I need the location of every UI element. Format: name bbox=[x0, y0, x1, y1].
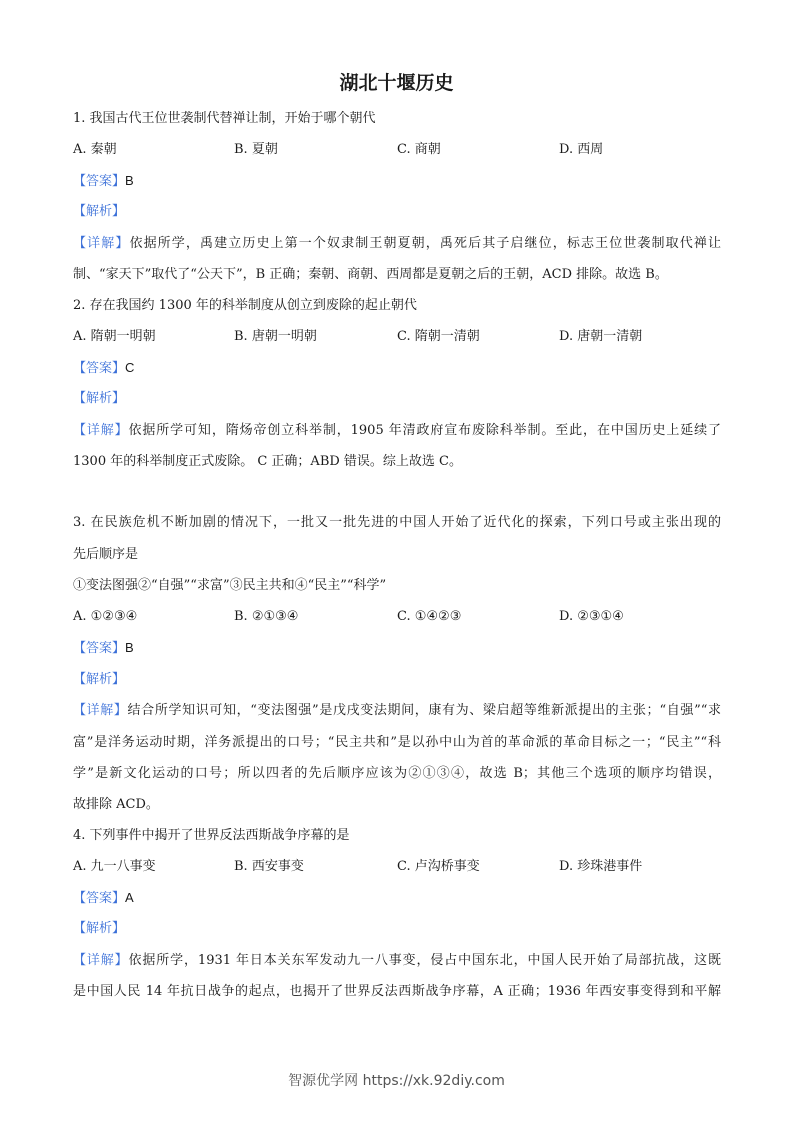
question-2-answer bbox=[73, 359, 134, 378]
detail-text: 依据所学，禹建立历史上第一个奴隶制王朝夏朝，禹死后其子启继位，标志王位世袭制取代禅让 bbox=[129, 236, 721, 251]
question-2-detail-line-1 bbox=[73, 422, 721, 440]
answer-value: B bbox=[125, 640, 134, 655]
question-4-answer bbox=[73, 889, 134, 908]
question-1-stem: 1. 我国古代王位世袭制代替禅让制，开始于哪个朝代 bbox=[73, 111, 376, 126]
question-1-option-d: D. 西周 bbox=[559, 142, 604, 157]
question-3-option-b: B. ②①③④ bbox=[234, 609, 299, 624]
question-4-detail-line-2: 是中国人民 14 年抗日战争的起点，也揭开了世界反法西斯战争序幕，A 正确；1936 年西安事变得到和平解 bbox=[73, 984, 721, 999]
question-2-option-a: A. 隋朝一明朝 bbox=[73, 329, 156, 344]
question-3-answer bbox=[73, 639, 134, 658]
detail-label: 【详解】 bbox=[73, 236, 130, 251]
answer-label: 【答案】 bbox=[73, 174, 126, 189]
question-3-analysis-label: 【解析】 bbox=[73, 672, 126, 687]
answer-value: A bbox=[125, 890, 134, 905]
detail-label: 【详解】 bbox=[73, 953, 129, 968]
question-1-option-a: A. 秦朝 bbox=[73, 142, 117, 157]
detail-text: 依据所学，1931 年日本关东军发动九一八事变，侵占中国东北，中国人民开始了局部抗战，这既 bbox=[128, 953, 721, 968]
detail-text: 结合所学知识可知，“变法图强”是戊戌变法期间，康有为、梁启超等维新派提出的主张；“自强”“求 bbox=[127, 703, 721, 718]
detail-text: 依据所学可知，隋炀帝创立科举制，1905 年清政府宣布废除科举制。至此，在中国历史上延续了 bbox=[128, 423, 721, 438]
page-title: 湖北十堰历史 bbox=[339, 72, 454, 94]
question-2-option-b: B. 唐朝一明朝 bbox=[234, 329, 317, 344]
detail-label: 【详解】 bbox=[73, 703, 128, 718]
answer-value: C bbox=[125, 360, 135, 375]
question-3-detail-line-2: 富”是洋务运动时期，洋务派提出的口号；“民主共和”是以孙中山为首的革命派的革命目标之一；“民主”“科 bbox=[73, 735, 721, 750]
answer-label: 【答案】 bbox=[73, 361, 126, 376]
answer-label: 【答案】 bbox=[73, 641, 126, 656]
question-4-stem: 4. 下列事件中揭开了世界反法西斯战争序幕的是 bbox=[73, 828, 350, 843]
footer-watermark: 智源优学网 https://xk.92diy.com bbox=[288, 1073, 505, 1089]
question-3-option-a: A. ①②③④ bbox=[73, 609, 138, 624]
question-4-option-c: C. 卢沟桥事变 bbox=[397, 859, 480, 874]
question-2-option-c: C. 隋朝一清朝 bbox=[397, 329, 480, 344]
question-3-option-c: C. ①④②③ bbox=[397, 609, 462, 624]
question-2-stem: 2. 存在我国约 1300 年的科举制度从创立到废除的起止朝代 bbox=[73, 298, 417, 313]
question-4-option-a: A. 九一八事变 bbox=[73, 859, 156, 874]
question-1-analysis-label: 【解析】 bbox=[73, 204, 126, 219]
question-3-stem-line-1: 3. 在民族危机不断加剧的情况下，一批又一批先进的中国人开始了近代化的探索，下列口号或主张出现的 bbox=[73, 515, 721, 530]
question-3-items: ①变法图强②“自强”“求富”③民主共和④“民主”“科学” bbox=[73, 578, 387, 593]
question-2-detail-line-2: 1300 年的科举制度正式废除。 C 正确；ABD 错误。综上故选 C。 bbox=[73, 454, 463, 469]
question-3-stem-line-2: 先后顺序是 bbox=[73, 547, 139, 562]
question-3-detail-line-4: 故排除 ACD。 bbox=[73, 797, 159, 812]
question-4-detail-line-1 bbox=[73, 952, 721, 970]
question-4-option-b: B. 西安事变 bbox=[234, 859, 304, 874]
question-1-detail-line-2: 制、“家天下”取代了“公天下”，B 正确；秦朝、商朝、西周都是夏朝之后的王朝，ACD 排除。故选 B。 bbox=[73, 267, 668, 282]
question-1-detail-line-1 bbox=[73, 235, 721, 253]
question-1-answer bbox=[73, 172, 134, 191]
question-3-detail-line-1 bbox=[73, 702, 721, 720]
question-3-detail-line-3: 学”是新文化运动的口号；所以四者的先后顺序应该为②①③④，故选 B；其他三个选项的顺序均错误， bbox=[73, 766, 721, 781]
question-1-option-c: C. 商朝 bbox=[397, 142, 441, 157]
question-1-option-b: B. 夏朝 bbox=[234, 142, 278, 157]
question-3-option-d: D. ②③①④ bbox=[559, 609, 624, 624]
answer-value: B bbox=[125, 173, 134, 188]
question-4-option-d: D. 珍珠港事件 bbox=[559, 859, 643, 874]
question-2-analysis-label: 【解析】 bbox=[73, 391, 126, 406]
detail-label: 【详解】 bbox=[73, 423, 129, 438]
question-2-option-d: D. 唐朝一清朝 bbox=[559, 329, 643, 344]
answer-label: 【答案】 bbox=[73, 891, 126, 906]
question-4-analysis-label: 【解析】 bbox=[73, 921, 126, 936]
